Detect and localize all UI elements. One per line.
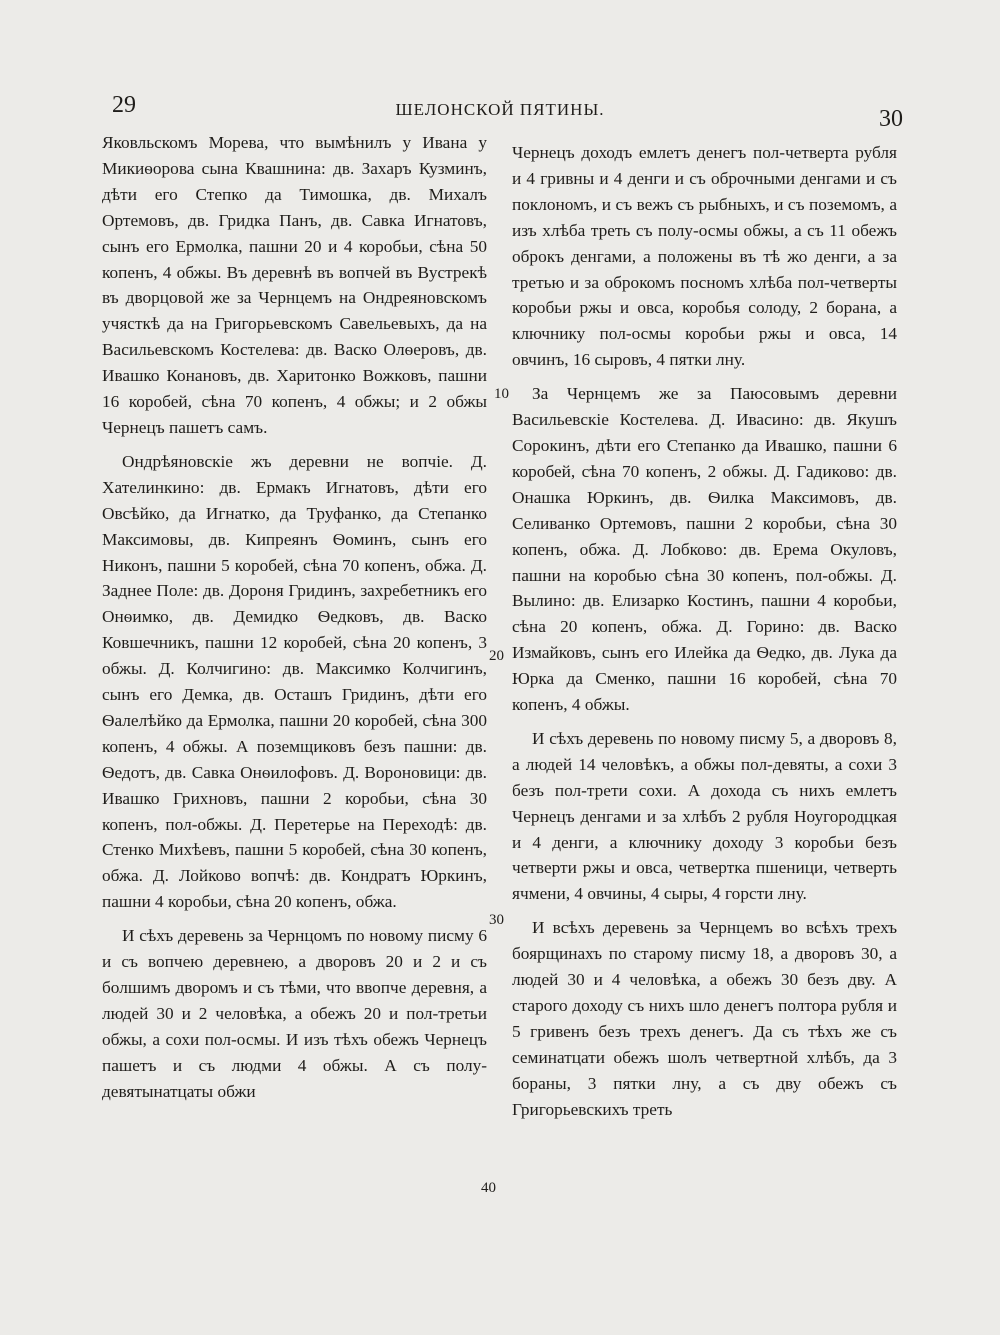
right-paragraph-3: И сѣхъ деревень по новому писму 5, а дворовъ 8, а людей 14 человѣкъ, а обжы пол-девяты, а сохи 3 безъ пол-трети сохи. А дохода съ нихъ емлетъ Чернецъ денгами и за хлѣбъ 2 рубля Ноугородцкая и 4 денги, а ключнику доходу 3 коробьи безъ четверти ржы и овса, четвертка пшеници, четверть ячмени, 4 овчины, 4 сыры, 4 горсти лну.	[512, 728, 897, 904]
left-paragraph-1: Яковльскомъ Морева, что вымѣнилъ у Ивана у Микиѳорова сына Квашнина: дв. Захаръ Кузминъ, дѣти его Степко да Тимошка, дв. Михалъ Ортемовъ, дв. Гридка Панъ, дв. Савка Игнатовъ, сынъ его Ермолка, пашни 20 и 4 коробьи, сѣна 50 копенъ, 4 обжы. Въ деревнѣ въ вопчей въ Вустрекѣ въ дворцовой же за Чернцемъ на Ондреяновскомъ учясткѣ да на Григорьевскомъ Савельевыхъ, да на Васильевскомъ Костелева: дв. Васко Олѳеровъ, дв. Ивашко Конановъ, дв. Харитонко Вожковъ, пашни 16 коробей, сѣна 70 копенъ, 4 обжы; и 2 обжы Чернецъ пашетъ самъ.	[102, 133, 487, 437]
line-number-40: 40	[481, 1180, 496, 1196]
left-paragraph-3: И сѣхъ деревень за Чернцомъ по новому писму 6 и съ вопчею деревнею, а дворовъ 20 и 2 и съ болшимъ дворомъ и съ тѣми, что ввопче деревня, а людей 30 и 2 человѣка, а обежъ 20 и пол-третьи обжы, а сохи пол-осмы. И изъ тѣхъ обежъ Чернецъ пашетъ и съ людми 4 обжы. А съ полу-девятынатцаты обжи	[102, 926, 487, 1101]
page-number-right: 30	[879, 106, 903, 132]
running-title: ШЕЛОНСКОЙ ПЯТИНЫ.	[395, 100, 605, 119]
line-number-30: 30	[489, 912, 504, 928]
right-column	[512, 140, 897, 1131]
left-column	[102, 130, 487, 1113]
line-number-10: 10	[494, 386, 509, 402]
right-paragraph-4: И всѣхъ деревень за Чернцемъ во всѣхъ трехъ боярщинахъ по старому писму 18, а дворовъ 30, а людей 30 и 4 человѣка, а обежъ 30 безъ дву. А старого доходу съ нихъ шло денегъ полтора рубля и 5 гривенъ безъ трехъ денегъ. Да съ тѣхъ же съ семинатцати обежъ шолъ четвертной хлѣбъ, да 3 бораны, 3 пятки лну, а съ дву обежъ съ Григорьевскихъ треть	[512, 918, 897, 1119]
page-header	[0, 92, 1000, 132]
page-number-left: 29	[112, 92, 136, 118]
left-paragraph-2: Ондрѣяновскіе жъ деревни не вопчіе. Д. Хателинкино: дв. Ермакъ Игнатовъ, дѣти его Овсѣйко, да Игнатко, да Труфанко, да Степанко Максимовы, дв. Кипреянъ Ѳоминъ, сынъ его Никонъ, пашни 5 коробей, сѣна 70 копенъ, обжа. Д. Заднее Поле: дв. Дороня Гридинъ, захребетникъ его Онѳимко, дв. Демидко Ѳедковъ, дв. Васко Ковшечникъ, пашни 12 коробей, сѣна 20 копенъ, 3 обжы. Д. Колчигино: дв. Максимко Колчигинъ, сынъ его Демка, дв. Осташъ Гридинъ, дѣти его Ѳалелѣйко да Ермолка, пашни 20 коробей, сѣна 300 копенъ, 4 обжы. А поземщиковъ безъ пашни: дв. Ѳедотъ, дв. Савка Онѳилофовъ. Д. Вороновици: дв. Ивашко Грихновъ, пашни 2 коробьи, сѣна 30 копенъ, пол-обжы. Д. Перетерье на Переходѣ: дв. Стенко Михѣевъ, пашни 5 коробей, сѣна 30 копенъ, обжа. Д. Лойково вопчѣ: дв. Кондратъ Юркинъ, пашни 4 коробьи, сѣна 20 копенъ, обжа.	[102, 451, 487, 912]
right-paragraph-2: За Чернцемъ же за Паюсовымъ деревни Васильевскіе Костелева. Д. Ивасино: дв. Якушъ Сорокинъ, дѣти его Степанко да Ивашко, пашни 6 коробей, сѣна 70 копенъ, 2 обжы. Д. Гадиково: дв. Онашка Юркинъ, дв. Ѳилка Максимовъ, дв. Селиванко Ортемовъ, пашни 2 коробьи, сѣна 30 копенъ, обжа. Д. Лобково: дв. Ерема Окуловъ, пашни на коробью сѣна 30 копенъ, пол-обжы. Д. Вылино: дв. Елизарко Костинъ, пашни 4 коробьи, сѣна 20 копенъ, обжа. Д. Горино: дв. Васко Измайковъ, сынъ его Илейка да Ѳедко, дв. Лука да Юрка да Сменко, пашни 16 коробей, сѣна 70 копенъ, 4 обжы.	[512, 384, 897, 715]
line-number-20: 20	[489, 648, 504, 664]
right-paragraph-1: Чернецъ доходъ емлетъ денегъ пол-четверта рубля и 4 гривны и 4 денги и съ оброчными денгами и съ поклономъ, и съ вежъ съ рыбныхъ, и съ поземомъ, а изъ хлѣба треть съ полу-осмы обжы, а съ 11 обежъ оброкъ денгами, а положены въ тѣ жо денги, а за третью и за оброкомъ посномъ хлѣба пол-четверты коробьи ржы и овса, коробья солоду, 2 борана, а ключнику пол-осмы коробьи ржы и овса, 14 овчинъ, 16 сыровъ, 4 пятки лну.	[512, 143, 897, 370]
